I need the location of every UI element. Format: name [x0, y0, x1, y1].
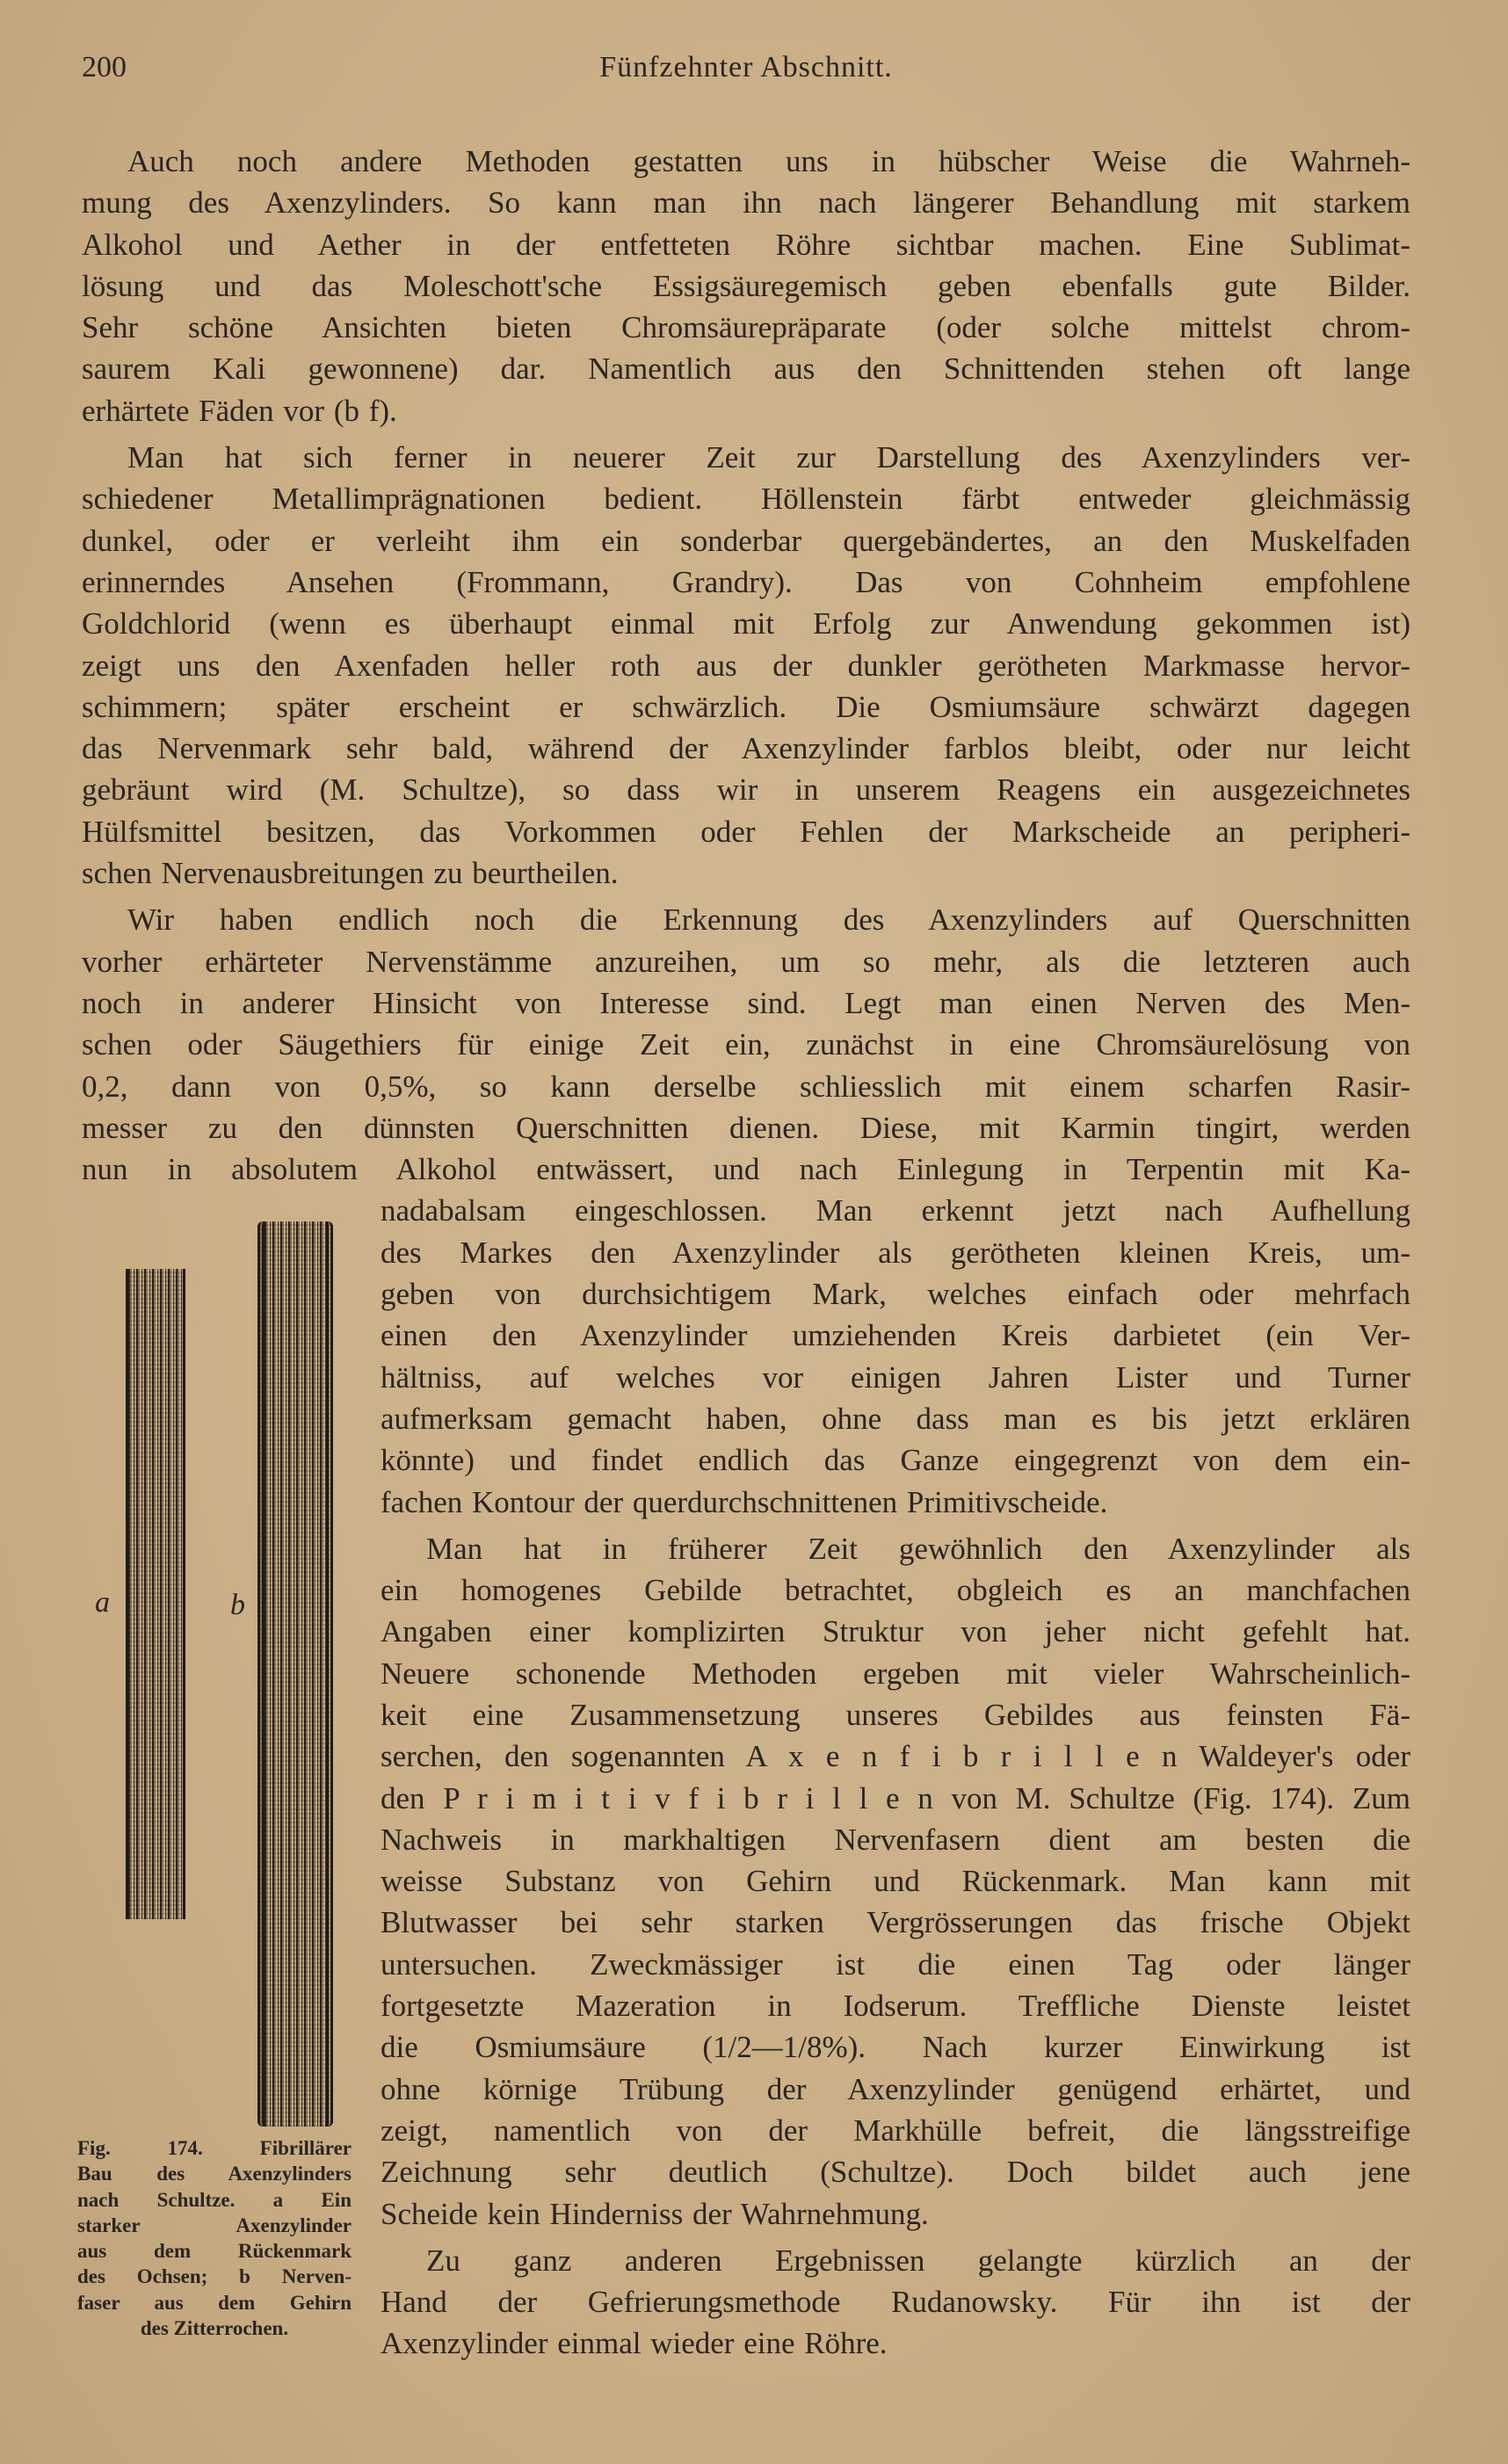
- text-line: erinnerndes Ansehen (Frommann, Grandry). Das von Cohnheim empfohlene: [82, 564, 1410, 599]
- text-line: schimmern; später erscheint er schwärzlich. Die Osmiumsäure schwärzt dagegen: [82, 689, 1410, 724]
- text-line: einen den Axenzylinder umziehenden Kreis darbietet (ein Ver-: [381, 1318, 1410, 1353]
- caption-line: Bau des Axenzylinders: [77, 2163, 352, 2185]
- page-number: 200: [82, 51, 127, 83]
- text-line: untersuchen. Zweckmässiger ist die einen Tag oder länger: [381, 1946, 1410, 1982]
- text-line: ein homogenes Gebilde betrachtet, obgleich es an manchfachen: [381, 1573, 1410, 1608]
- text-line: ohne körnige Trübung der Axenzylinder genügend erhärtet, und: [381, 2071, 1410, 2106]
- text-line: nun in absolutem Alkohol entwässert, und nach Einlegung in Terpentin mit Ka-: [82, 1152, 1410, 1187]
- figure-b-nerve-fiber-strip: [257, 1221, 333, 2127]
- text-line: 0,2, dann von 0,5%, so kann derselbe schliesslich mit einem scharfen Rasir-: [82, 1069, 1410, 1104]
- text-line: schiedener Metallimprägnationen bedient. Höllenstein färbt entweder gleichmässig: [82, 482, 1410, 517]
- text-line: dunkel, oder er verleiht ihm ein sonderbar quergebändertes, an den Muskelfaden: [82, 523, 1410, 558]
- figure-label-a: a: [95, 1586, 110, 1619]
- text-line: noch in anderer Hinsicht von Interesse sind. Legt man einen Nerven des Men-: [82, 985, 1410, 1020]
- text-line: schen Nervenausbreitungen zu beurtheilen.: [82, 856, 619, 891]
- text-line: Scheide kein Hinderniss der Wahrnehmung.: [381, 2196, 929, 2231]
- text-line: lösung und das Moleschott'sche Essigsäuregemisch geben ebenfalls gute Bilder.: [82, 268, 1410, 303]
- figure-label-b: b: [230, 1589, 245, 1621]
- paragraph: [82, 437, 1410, 894]
- text-line: Man hat in früherer Zeit gewöhnlich den Axenzylinder als: [426, 1531, 1410, 1566]
- text-line: Man hat sich ferner in neuerer Zeit zur Darstellung des Axenzylinders ver-: [127, 440, 1410, 475]
- text-line: die Osmiumsäure (1/2—1/8%). Nach kurzer Einwirkung ist: [381, 2030, 1410, 2065]
- text-line: Alkohol und Aether in der entfetteten Röhre sichtbar machen. Eine Sublimat-: [82, 227, 1410, 262]
- text-line: hältniss, auf welches vor einigen Jahren Lister und Turner: [381, 1359, 1410, 1395]
- figure-a-axon-strip: [126, 1269, 185, 1919]
- text-line: Angaben einer komplizirten Struktur von jeher nicht gefehlt hat.: [381, 1614, 1410, 1649]
- text-line: Hand der Gefrierungsmethode Rudanowsky. Für ihn ist der: [381, 2285, 1410, 2320]
- text-line: Goldchlorid (wenn es überhaupt einmal mit Erfolg zur Anwendung gekommen ist): [82, 606, 1410, 641]
- chapter-title: Fünfzehnter Abschnitt.: [599, 51, 893, 83]
- text-line: gebräunt wird (M. Schultze), so dass wir in unserem Reagens ein ausgezeichnetes: [82, 772, 1410, 808]
- text-line: Blutwasser bei sehr starken Vergrösserungen das frische Objekt: [381, 1905, 1410, 1940]
- text-line: vorher erhärteter Nervenstämme anzureihen, um so mehr, als die letzteren auch: [82, 944, 1410, 979]
- text-line: messer zu den dünnsten Querschnitten dienen. Diese, mit Karmin tingirt, werden: [82, 1110, 1410, 1145]
- text-line: des Markes den Axenzylinder als gerötheten kleinen Kreis, um-: [381, 1235, 1410, 1270]
- text-line: Zeichnung sehr deutlich (Schultze). Doch bildet auch jene: [381, 2155, 1410, 2190]
- text-line: nadabalsam eingeschlossen. Man erkennt jetzt nach Aufhellung: [381, 1193, 1410, 1228]
- text-line: Zu ganz anderen Ergebnissen gelangte kürzlich an der: [426, 2243, 1410, 2278]
- text-line: Wir haben endlich noch die Erkennung des Axenzylinders auf Querschnitten: [127, 902, 1410, 938]
- text-line: Nachweis in markhaltigen Nervenfasern dient am besten die: [381, 1822, 1410, 1857]
- text-line: serchen, den sogenannten A x e n f i b r i l l e n Waldeyer's oder: [381, 1739, 1410, 1774]
- caption-line: Fig. 174. Fibrillärer: [77, 2137, 352, 2159]
- text-line: Neuere schonende Methoden ergeben mit vieler Wahrscheinlich-: [381, 1656, 1410, 1691]
- text-line: fortgesetzte Mazeration in Iodserum. Treffliche Dienste leistet: [381, 1989, 1410, 2024]
- caption-line: des Ochsen; b Nerven-: [77, 2265, 352, 2288]
- text-line: keit eine Zusammensetzung unseres Gebildes aus feinsten Fä-: [381, 1697, 1410, 1732]
- caption-line: starker Axenzylinder: [77, 2214, 352, 2236]
- text-line: erhärtete Fäden vor (b f).: [82, 393, 397, 428]
- text-line: saurem Kali gewonnene) dar. Namentlich aus den Schnittenden stehen oft lange: [82, 351, 1410, 387]
- text-line: zeigt, namentlich von der Markhülle befreit, die längsstreifige: [381, 2113, 1410, 2148]
- running-head: [82, 51, 1410, 95]
- text-line: Axenzylinder einmal wieder eine Röhre.: [381, 2326, 888, 2361]
- text-line: mung des Axenzylinders. So kann man ihn nach längerer Behandlung mit starkem: [82, 185, 1410, 221]
- text-line: Hülfsmittel besitzen, das Vorkommen oder Fehlen der Markscheide an peripheri-: [82, 814, 1410, 849]
- caption-line: faser aus dem Gehirn: [77, 2291, 352, 2314]
- text-line: fachen Kontour der querdurchschnittenen Primitivscheide.: [381, 1484, 1108, 1519]
- text-line: zeigt uns den Axenfaden heller roth aus der dunkler gerötheten Markmasse hervor-: [82, 648, 1410, 683]
- text-line: weisse Substanz von Gehirn und Rückenmark. Man kann mit: [381, 1864, 1410, 1899]
- caption-line: nach Schultze. a Ein: [77, 2188, 352, 2211]
- text-line: schen oder Säugethiers für einige Zeit ein, zunächst in eine Chromsäurelösung von: [82, 1027, 1410, 1062]
- text-line: das Nervenmark sehr bald, während der Axenzylinder farblos bleibt, oder nur leicht: [82, 731, 1410, 766]
- text-line: Auch noch andere Methoden gestatten uns in hübscher Weise die Wahrneh-: [127, 144, 1410, 178]
- text-line: aufmerksam gemacht haben, ohne dass man es bis jetzt erklären: [381, 1401, 1410, 1436]
- figure-caption: [77, 2135, 352, 2341]
- text-line: Sehr schöne Ansichten bieten Chromsäurepräparate (oder solche mittelst chrom-: [82, 310, 1410, 345]
- text-line: geben von durchsichtigem Mark, welches einfach oder mehrfach: [381, 1277, 1410, 1312]
- text-line: könnte) und findet endlich das Ganze eingegrenzt von dem ein-: [381, 1443, 1410, 1478]
- text-line: den P r i m i t i v f i b r i l l e n von M. Schultze (Fig. 174). Zum: [381, 1780, 1410, 1815]
- paragraph: [82, 141, 1410, 431]
- caption-line: aus dem Rückenmark: [77, 2240, 352, 2263]
- caption-line: des Zitterrochen.: [140, 2317, 289, 2340]
